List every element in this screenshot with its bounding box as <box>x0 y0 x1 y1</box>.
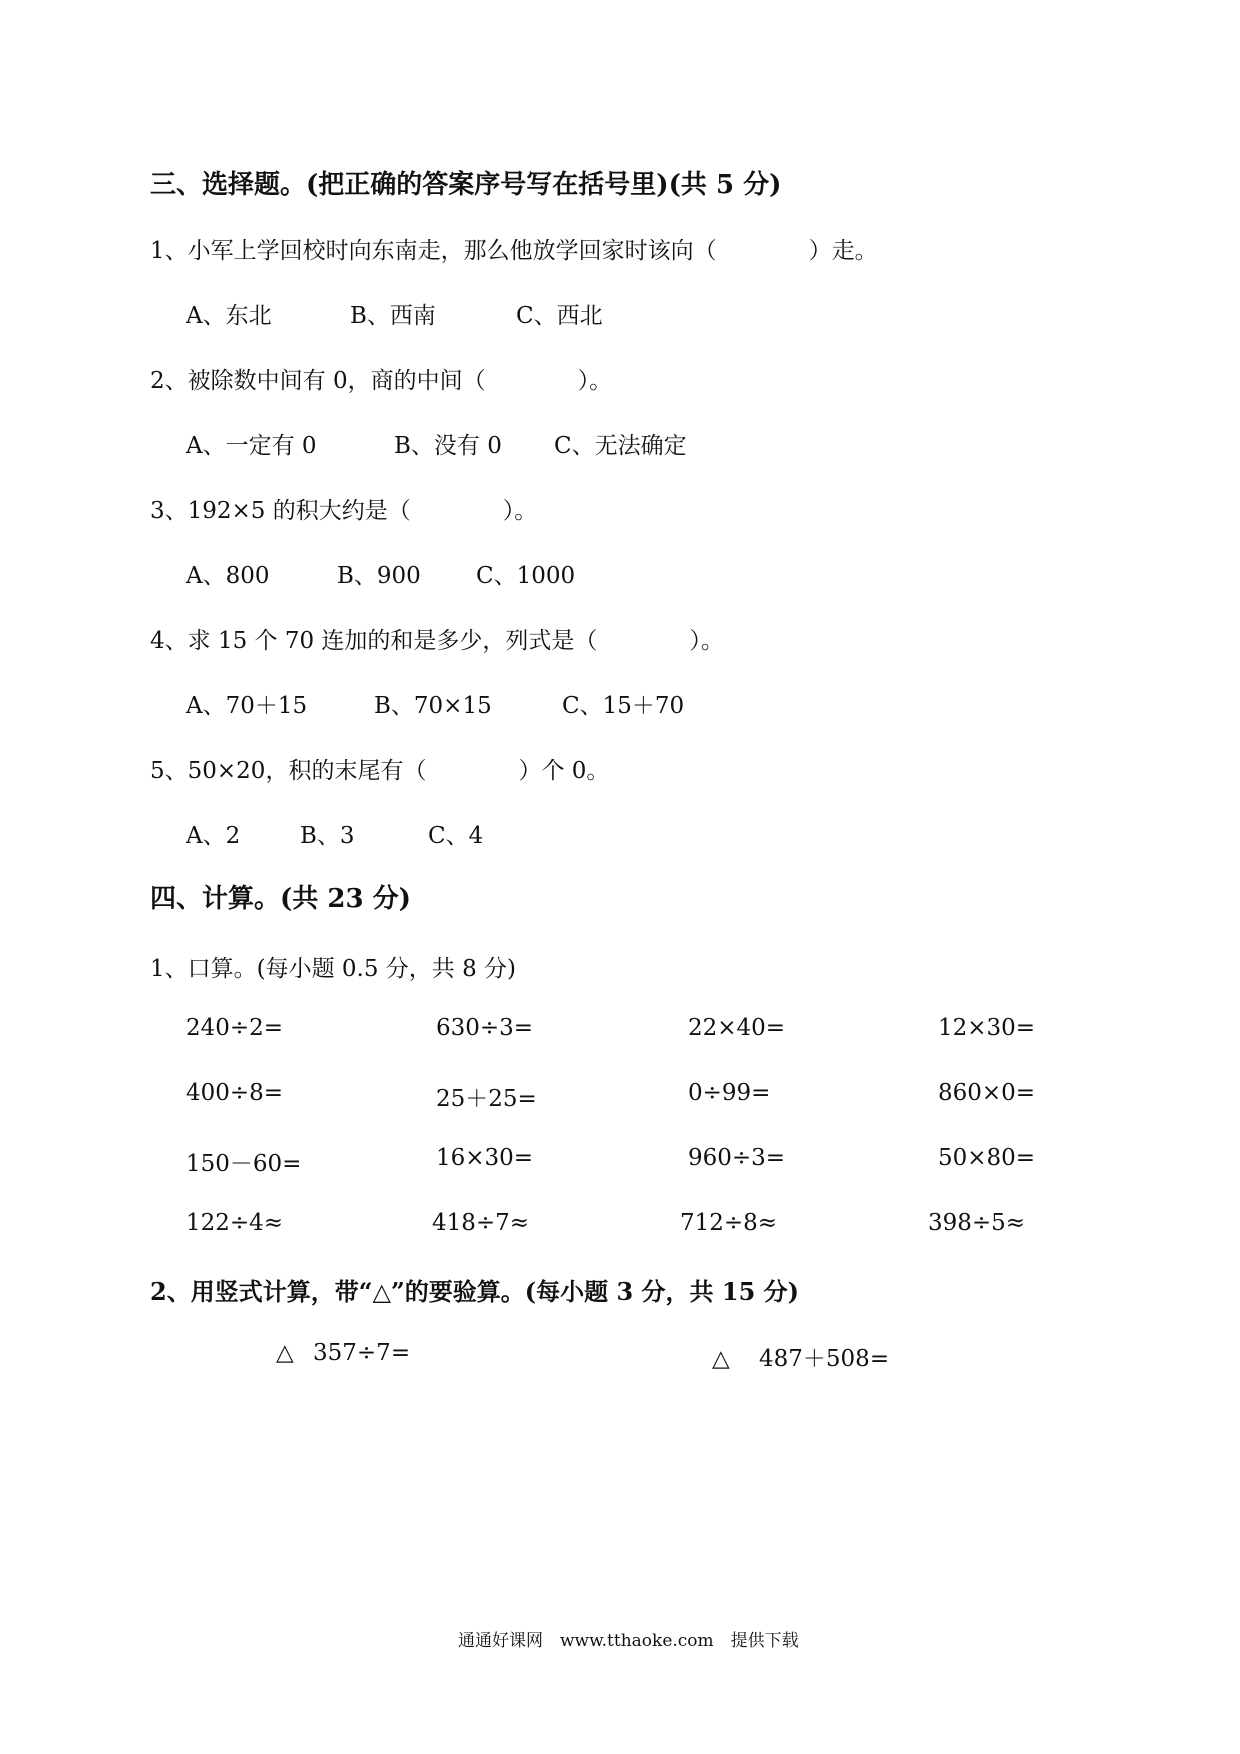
option-b: B、3 <box>300 823 355 849</box>
option-a: A、70＋15 <box>186 693 308 719</box>
question-3: 3、192×5 的积大约是（ ）。 <box>150 498 538 524</box>
oral-1-3: 22×40= <box>688 1015 786 1041</box>
oral-calc-title: 1、口算。(每小题 0.5 分，共 8 分) <box>150 956 517 982</box>
oral-2-4: 860×0= <box>938 1080 1036 1106</box>
section-4-title: 四、计算。(共 23 分) <box>150 884 411 914</box>
oral-3-1: 150－60= <box>186 1151 302 1177</box>
option-c: C、15＋70 <box>562 693 685 719</box>
section-3-title: 三、选择题。(把正确的答案序号写在括号里)(共 5 分) <box>150 170 782 200</box>
question-1: 1、小军上学回校时向东南走，那么他放学回家时该向（ ）走。 <box>150 238 878 264</box>
option-b: B、西南 <box>350 303 436 329</box>
oral-1-2: 630÷3= <box>436 1015 534 1041</box>
option-c: C、1000 <box>476 563 576 589</box>
question-2: 2、被除数中间有 0，商的中间（ ）。 <box>150 368 613 394</box>
option-b: B、900 <box>337 563 421 589</box>
footer-credit: 通通好课网 www.tthaoke.com 提供下载 <box>458 1631 799 1651</box>
option-a: A、2 <box>186 823 241 849</box>
oral-1-4: 12×30= <box>938 1015 1036 1041</box>
oral-1-1: 240÷2= <box>186 1015 284 1041</box>
triangle-icon: △ <box>276 1340 294 1366</box>
option-c: C、无法确定 <box>554 433 687 459</box>
option-c: C、4 <box>428 823 484 849</box>
oral-4-1: 122÷4≈ <box>186 1210 284 1236</box>
question-3-options <box>186 557 575 590</box>
question-4-options <box>186 687 684 720</box>
oral-4-3: 712÷8≈ <box>680 1210 778 1236</box>
oral-4-2: 418÷7≈ <box>432 1210 530 1236</box>
question-2-options <box>186 427 687 460</box>
oral-2-3: 0÷99= <box>688 1080 771 1106</box>
question-1-options <box>186 297 603 330</box>
vertical-expr: 487＋508= <box>759 1346 890 1372</box>
vertical-item-1 <box>276 1340 410 1366</box>
question-5-options <box>186 817 483 850</box>
option-a: A、东北 <box>186 303 272 329</box>
vertical-calc-title: 2、用竖式计算，带“△”的要验算。(每小题 3 分，共 15 分) <box>150 1277 799 1306</box>
triangle-icon: △ <box>712 1346 730 1372</box>
oral-2-2: 25＋25= <box>436 1086 537 1112</box>
question-4: 4、求 15 个 70 连加的和是多少，列式是（ ）。 <box>150 628 724 654</box>
vertical-expr: 357÷7= <box>313 1340 411 1366</box>
vertical-item-2 <box>712 1340 889 1373</box>
option-a: A、一定有 0 <box>186 433 317 459</box>
option-b: B、没有 0 <box>394 433 502 459</box>
question-5: 5、50×20，积的末尾有（ ）个 0。 <box>150 758 610 784</box>
oral-3-3: 960÷3= <box>688 1145 786 1171</box>
option-b: B、70×15 <box>374 693 492 719</box>
oral-3-4: 50×80= <box>938 1145 1036 1171</box>
option-c: C、西北 <box>516 303 603 329</box>
option-a: A、800 <box>186 563 270 589</box>
oral-3-2: 16×30= <box>436 1145 534 1171</box>
oral-4-4: 398÷5≈ <box>928 1210 1026 1236</box>
oral-2-1: 400÷8= <box>186 1080 284 1106</box>
